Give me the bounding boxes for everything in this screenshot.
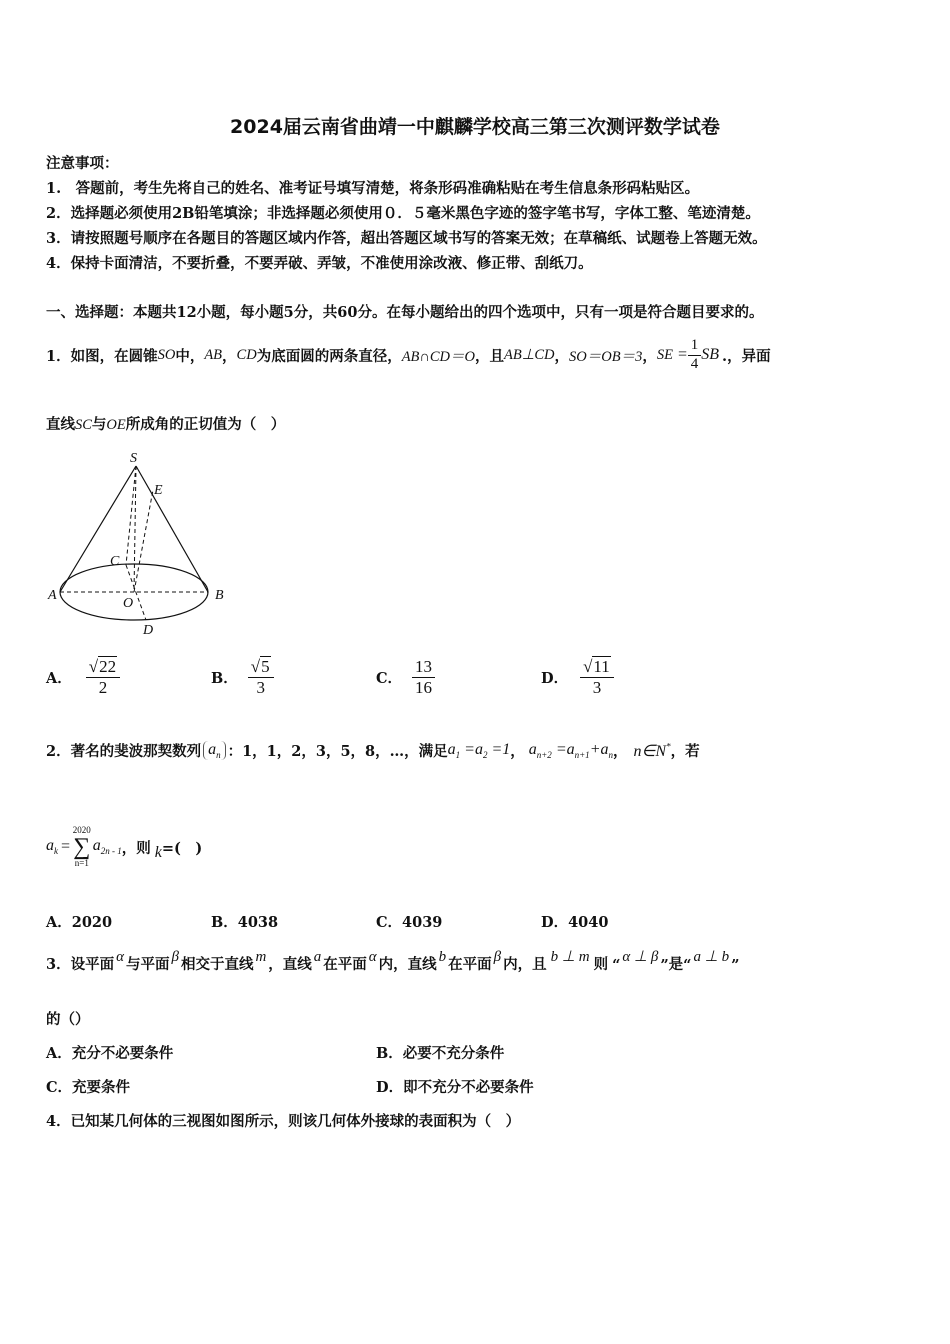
q3-quote: “ [683,957,692,974]
q3-text: 则 [593,956,609,973]
q1-text: 与 [91,416,107,433]
q2-nin-text: n∈N [633,742,667,760]
segment-oe [134,490,153,592]
q3-quote: ” [660,957,669,974]
q1-text: ，且 [475,347,505,365]
q1-text: 1．如图，在圆锥 [46,347,158,365]
q2-sum [73,826,91,868]
q2-a2-sub: 2 [482,750,488,761]
q2-cond2 [529,741,613,760]
option-label: A． [46,669,72,687]
q2-option-b[interactable]: B．4038 [211,914,279,931]
option-den: 2 [98,677,108,697]
q1-so: SO [157,346,176,363]
q3-text: 内，且 [503,956,547,973]
q2-text: ，则 [121,839,151,857]
q1-option-b[interactable] [211,658,274,697]
notice-heading: 注意事项： [46,155,119,172]
q3-beta2: β [493,949,502,965]
q1-option-d[interactable] [541,658,614,697]
q2-nin [633,741,670,761]
option-fraction [580,658,614,697]
q1-equals: = [676,346,688,364]
q1-se: SE [656,346,673,363]
q3-text: 是 [668,956,684,973]
q1-oe: OE [106,417,126,433]
q2-eq3: = [555,740,567,758]
q2-option-d[interactable]: D．4040 [541,914,609,931]
q2-an2-sub: n+2 [536,750,552,761]
sqrt-symbol: √11 [583,657,610,676]
q1-sc: SC [75,417,92,433]
q3-m: m [255,949,267,965]
page-title: 2024届云南省曲靖一中麒麟学校高三第三次测评数学试卷 [230,116,720,138]
option-fraction [86,658,120,697]
q2-cond1 [448,741,511,760]
q2-eq2: =1 [491,740,511,758]
label-a: A [48,588,57,603]
q1-text: 为底面圆的两条直径， [256,347,402,365]
q1-ab: AB [204,346,223,363]
q2-an3: a [600,740,609,758]
option-den: 3 [592,677,602,697]
q1-fraction [688,338,702,373]
sqrt-symbol: √5 [250,657,270,676]
q1-cap: AB∩CD＝O [401,348,476,365]
question-2-line2 [46,826,202,868]
q1-text: ， [642,347,657,365]
q2-an2: a [528,740,537,758]
q1-frac-den: 4 [690,355,699,372]
slant-line-right [136,466,208,592]
question-4: 4．已知某几何体的三视图如图所示，则该几何体外接球的表面积为（ ） [46,1113,521,1130]
q1-frac-num: 1 [688,338,702,356]
q2-a1: a [447,740,456,758]
q1-text: .，异面 [722,347,771,365]
q1-sb: SB [701,346,720,364]
q2-a2: a [474,740,483,758]
q2-eq1: = [464,740,475,758]
q3-option-b[interactable]: B．必要不充分条件 [376,1045,505,1062]
q2-ak-sub: k [54,846,58,857]
option-label: C． [376,669,403,687]
q2-text: 2．著名的斐波那契数列 [46,743,202,760]
q1-text: 中， [175,347,205,365]
option-den: 3 [256,677,265,697]
notice-item: 2．选择题必须使用2B铅笔填涂；非选择题必须使用０．５毫米黑色字迹的签字笔书写，字体工整、笔迹清楚。 [46,205,760,222]
notice-item: 1. 答题前，考生先将自己的姓名、准考证号填写清楚，将条形码准确粘贴在考生信息条形码粘贴区。 [46,180,700,197]
q3-option-a[interactable]: A．充分不必要条件 [46,1045,174,1062]
q2-an3-sub: n [608,750,613,761]
q3-quote: ” [731,957,740,974]
label-o: O [123,596,134,611]
label-s: S [130,451,137,466]
q3-quote: “ [612,957,621,974]
q2-text: =( ) [161,839,203,857]
q2-seq [203,741,226,760]
q3-text: 相交于直线 [180,956,254,973]
q2-text: ， [612,743,628,760]
q3-text: 与平面 [125,956,170,973]
q1-text: ， [222,347,237,365]
q2-text: ， [510,743,525,760]
q1-cd: CD [236,346,257,363]
notice-item: 4．保持卡面清洁，不要折叠，不要弄破、弄皱，不准使用涂改液、修正带、刮纸刀。 [46,255,593,272]
diameter-cd [126,565,146,620]
question-3-line2: 的（） [46,1011,90,1028]
q1-text: ， [554,347,570,365]
option-num [86,658,120,678]
q3-beta: β [171,949,179,965]
q2-an1: a [566,740,575,758]
q2-sigma: ∑ [73,834,91,860]
sqrt-radicand: 22 [99,657,117,676]
q3-alpha-perp-beta: α ⊥ β [622,949,659,965]
q3-alpha2: α [368,949,377,965]
q2-seq-sub: n [216,750,221,761]
q2-plus: + [589,740,601,758]
section-heading: 一、选择题：本题共12小题，每小题5分，共60分。在每小题给出的四个选项中，只有一项是符合题目要求的。 [46,304,764,321]
q3-bm: b ⊥ m [550,949,590,965]
q2-a2n [93,837,122,856]
q3-text: 在平面 [448,956,492,973]
question-1-line2 [46,413,285,434]
q2-ak [46,837,58,856]
q2-sum-top: 2020 [72,825,91,835]
q2-a2n-sub: 2n - 1 [100,846,122,857]
q2-option-a[interactable]: A．2020 [46,914,113,931]
q2-text: ，若 [670,743,700,760]
option-fraction [412,658,435,697]
q3-option-c[interactable]: C．充要条件 [46,1079,131,1096]
height-so [134,466,136,592]
question-2-line1 [46,740,700,761]
q2-eq4: = [60,838,71,855]
q2-nin-sup: * [666,741,671,752]
slant-line-left [60,466,136,592]
label-d: D [143,623,154,638]
label-c: C [110,554,120,569]
option-label: B． [211,669,238,687]
label-b: B [215,588,224,603]
sqrt-radicand: 11 [593,657,610,676]
q2-sum-bot: n=1 [74,858,89,868]
sqrt-symbol: √22 [88,657,117,676]
question-1-line1 [46,338,771,373]
option-num: 13 [412,658,435,678]
option-num [580,658,614,678]
q3-text: 在平面 [323,956,367,973]
question-3-line1 [46,948,739,974]
q2-k: k [154,844,162,861]
label-e: E [154,483,163,498]
q3-a-perp-b: a ⊥ b [693,949,730,965]
option-fraction [248,658,274,697]
option-den: 16 [415,677,433,697]
q1-option-a[interactable] [46,658,120,697]
q1-text: 所成角的正切值为（ ） [125,416,286,433]
q1-perp: AB⊥CD [504,346,555,363]
q3-text: 3．设平面 [46,956,115,973]
q3-text: 内，直线 [378,956,437,973]
q2-a1-sub: 1 [455,750,461,761]
q3-text: ，直线 [268,956,312,973]
q1-eq: SO＝OB＝3 [569,348,643,365]
q1-text: 直线 [46,416,75,433]
q2-ak-a: a [46,837,54,855]
notice-item: 3．请按照题号顺序在各题目的答题区域内作答，超出答题区域书写的答案无效；在草稿纸、试题卷上答题无效。 [46,230,767,247]
q3-option-d[interactable]: D．即不充分不必要条件 [376,1079,534,1096]
q2-text: ：1，1，2，3，5，8，…，满足 [227,743,448,760]
option-label: D． [541,669,569,687]
q3-a: a [313,949,322,965]
q3-b: b [438,949,447,965]
option-num [248,658,274,678]
q3-alpha: α [116,949,124,965]
q2-an1-sub: n+1 [574,750,590,761]
q2-option-c[interactable]: C．4039 [376,914,443,931]
sqrt-radicand: 5 [261,657,270,676]
q2-a2n-a: a [92,837,101,855]
q2-seq-a: a [208,740,217,758]
cone-figure [44,450,244,640]
q1-option-c[interactable] [376,658,435,697]
